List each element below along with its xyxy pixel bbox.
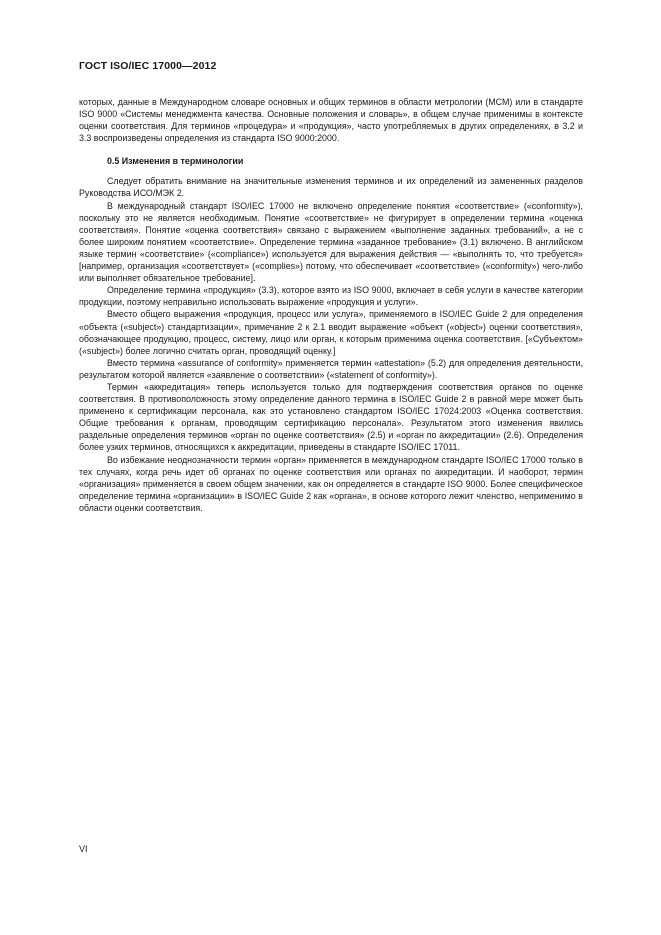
document-body: [79, 96, 583, 514]
section-heading: 0.5 Изменения в терминологии: [107, 156, 244, 167]
paragraph: Вместо общего выражения «продукция, процесс или услуга», применяемого в ISO/IEC Guide 2 для определения «объекта («subject») стандартизации», примечание 2 к 2.1 вводит выражение «объект («object») оценки соответствия», обозначающее продукцию, процесс, систему, лицо или орган, к которым применима оценка соответствия. [«Субъектом» («subject») более логично считать орган, проводящий оценку.]: [79, 309, 583, 356]
paragraph: Термин «аккредитация» теперь используется только для подтверждения соответствия органов по оценке соответствия. В противоположность этому определение данного термина в ISO/IEC Guide 2 в равной мере может быть применено к сертификации персонала, как это установлено стандартом ISO/IEC 17024:2003 «Оценка соответствия. Общие требования к органам, проводящим сертификацию персонала». Результатом этого изменения явились раздельные определения терминов «орган по оценке соответствия» (2.5) и «орган по аккредитации» (2.6). Определения более узких терминов, относящихся к аккредитации, приведены в стандарте ISO/IEC 17011.: [79, 381, 583, 453]
paragraph: Определение термина «продукция» (3.3), которое взято из ISO 9000, включает в себя услуги в качестве категории продукции, поэтому неправильно использовать выражение «продукция и услуги».: [79, 285, 583, 308]
page-number: VI: [79, 844, 88, 854]
intro-continuation-paragraph: которых, данные в Международном словаре основных и общих терминов в области метрологии (МСМ) или в стандарте ISO 9000 «Системы менеджмента качества. Основные положения и словарь», в общем случае применимы в контексте оценки соответствия. Для терминов «процедура» и «продукция», часто употребляемых в других определениях, в 3.2 и 3.3 воспроизведены определения из стандарта ISO 9000:2000.: [79, 97, 583, 144]
document-header: ГОСТ ISO/IEC 17000—2012: [79, 60, 217, 72]
paragraph: Во избежание неоднозначности термин «орган» применяется в международном стандарте ISO/IEC 17000 только в тех случаях, когда речь идет об органах по оценке соответствия или органах по аккредитации. И наоборот, термин «организация» применяется в своем общем значении, как он определяется в стандарте ISO 9000. Более специфическое определение термина «организации» в ISO/IEC Guide 2 как «органа», в основе которого лежит членство, неприменимо в области оценки соответствия.: [79, 454, 583, 513]
paragraph: Следует обратить внимание на значительные изменения терминов и их определений из замененных разделов Руководства ИСО/МЭК 2.: [79, 176, 583, 199]
paragraph: Вместо термина «assurance of conformity» применяется термин «attestation» (5.2) для определения деятельности, результатом которой является «заявление о соответствии» («statement of conformity»).: [79, 357, 583, 380]
paragraph: В международный стандарт ISO/IEC 17000 не включено определение понятия «соответствие» («conformity»), поскольку это не является необходимым. Понятие «соответствие» не фигурирует в определении термина «оценка соответствия». Понятие «оценка соответствия» связано с выражением «выполнение заданных требований», а не с более широким понятием «соответствие». Определение термина «заданное требование» (3.1) включено. В английском языке термин «соответствие» («compliance») используется для выражения действия — «выполнять то, что требуется» [например, организация «соответствует» («complies») потому, что обеспечивает «соответствие» («conformity») чего-либо или выполняет обязательное требование].: [79, 200, 583, 284]
